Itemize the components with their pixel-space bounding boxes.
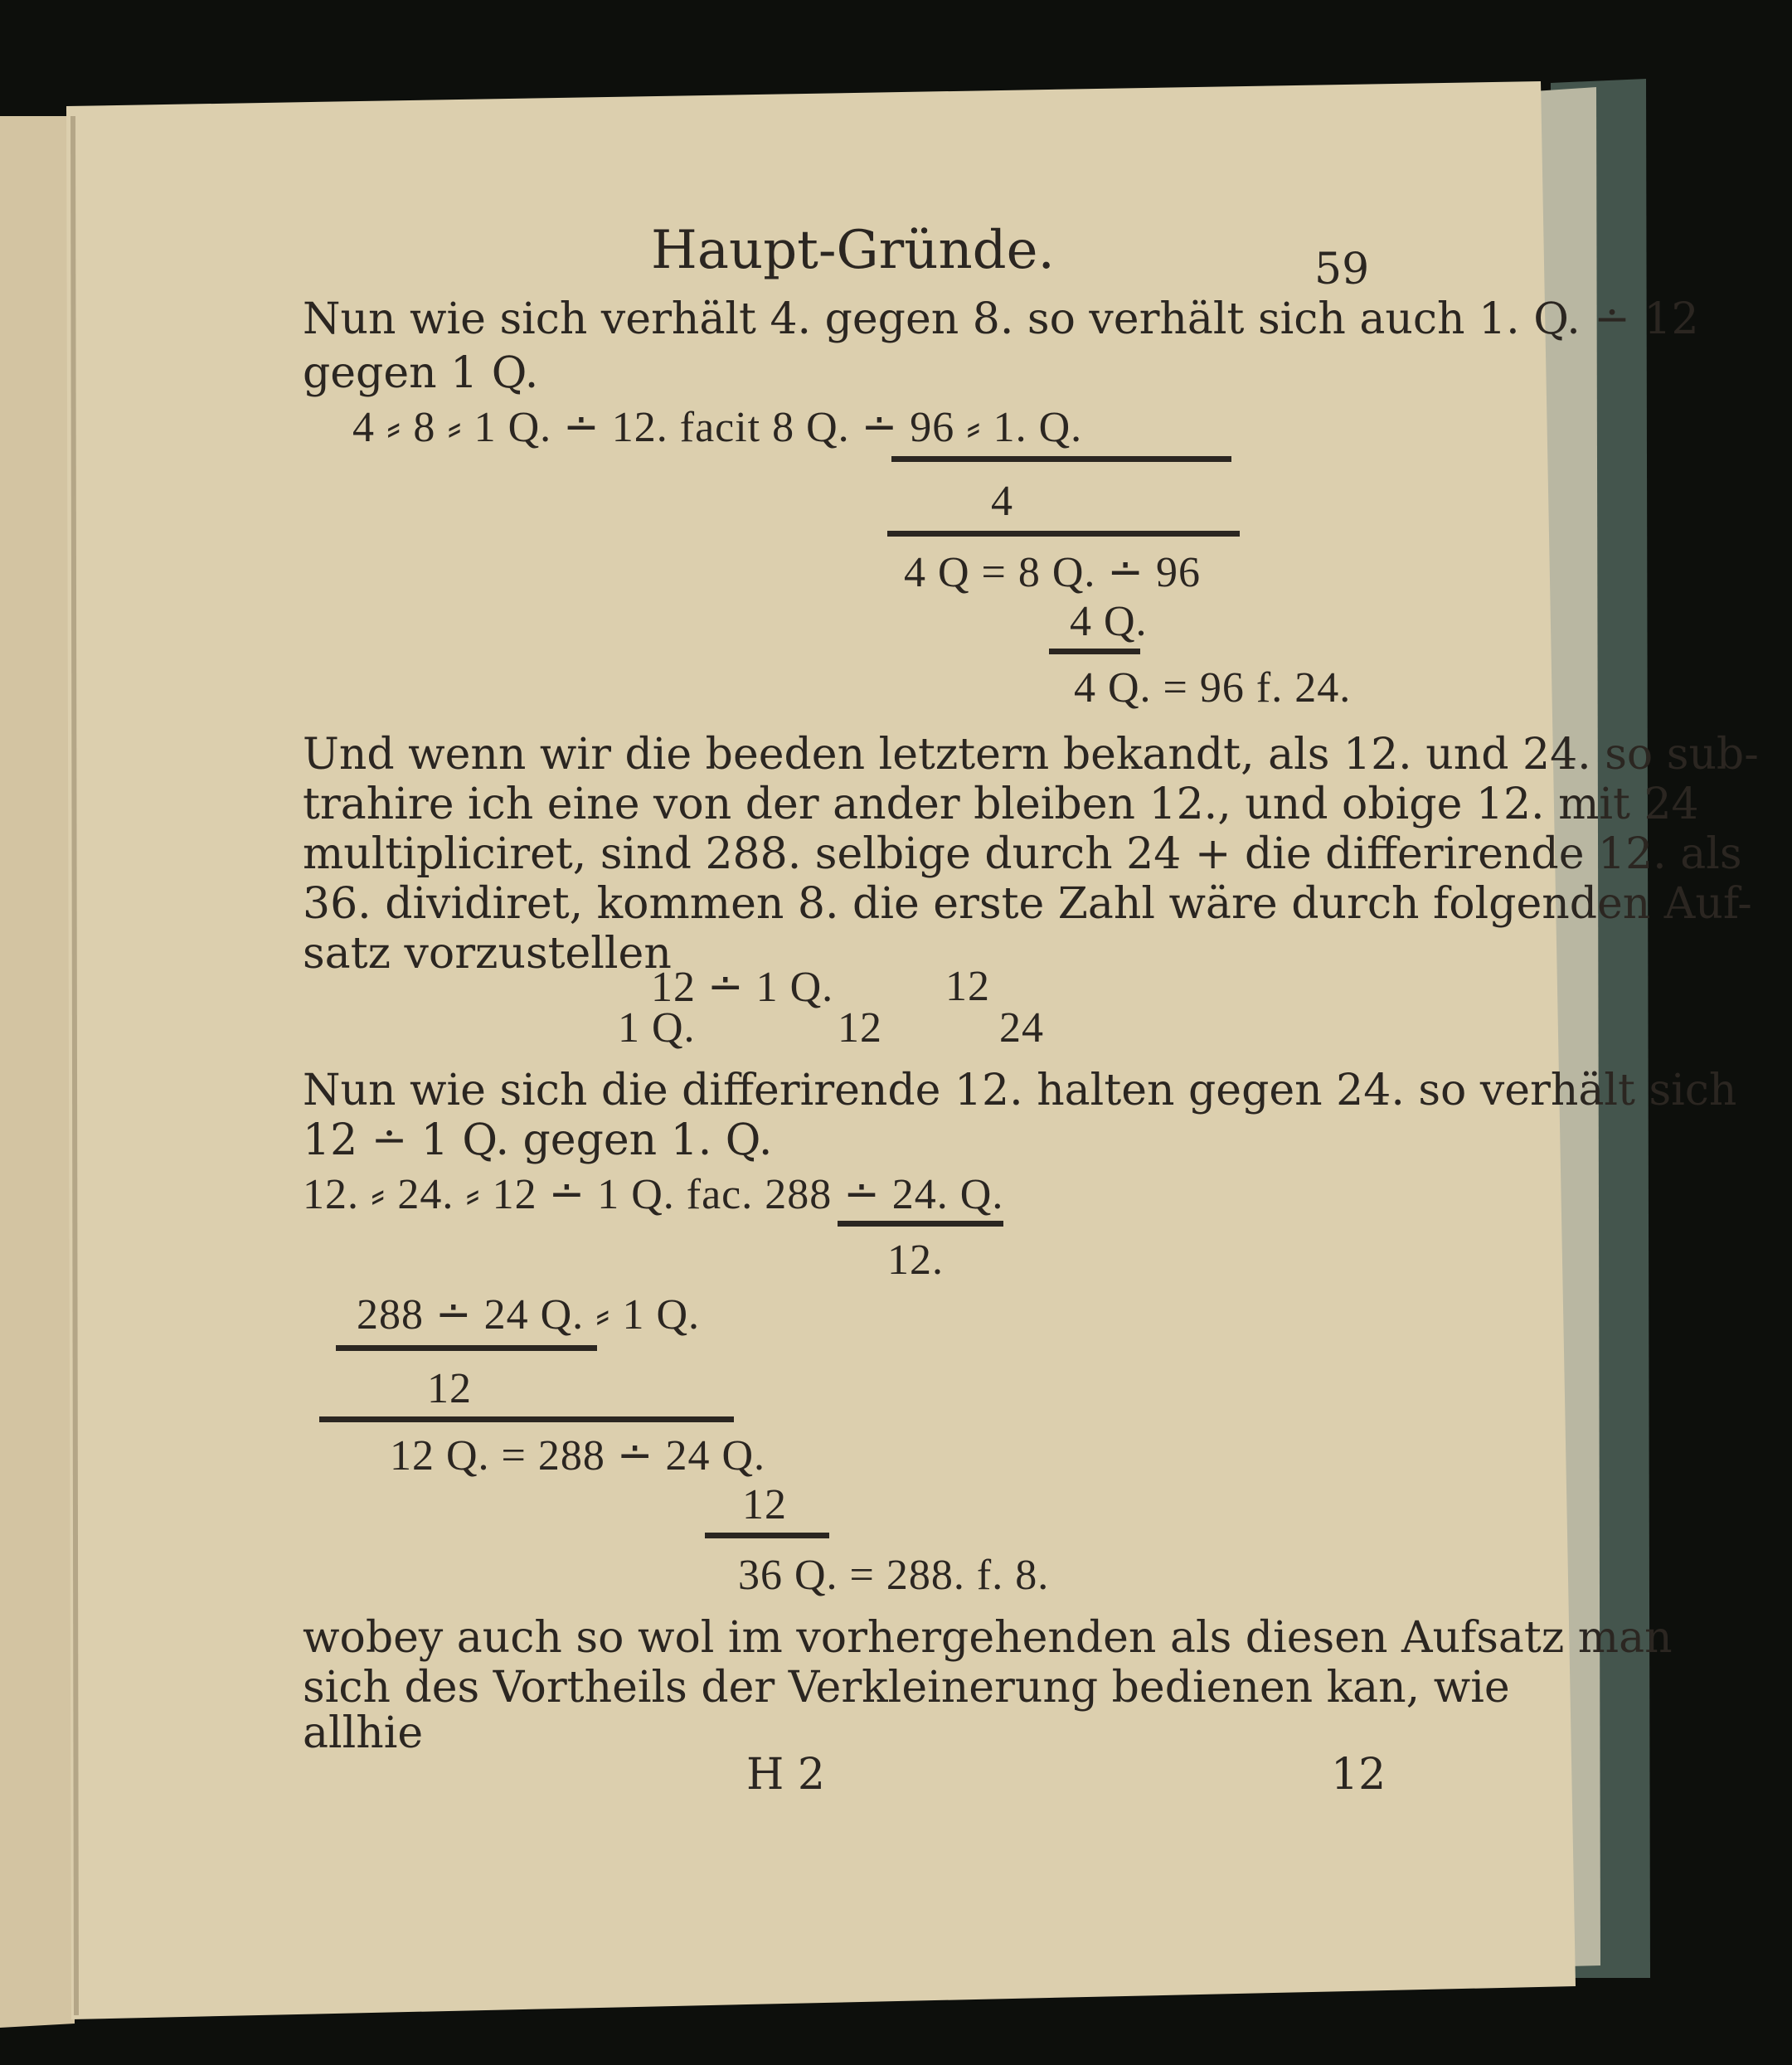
scheme-entry: 12 ∸ 1 Q. <box>651 964 834 1011</box>
text-line: Und wenn wir die beeden letztern bekandt, als 12. und 24. so sub- <box>303 730 1759 780</box>
page-number: 59 <box>1314 245 1370 294</box>
text-line: satz vorzustellen <box>303 929 672 979</box>
scheme-entry: 12 <box>945 963 990 1010</box>
text-line: allhie <box>303 1708 424 1758</box>
equation-line: 12 <box>427 1365 472 1412</box>
text-line: Nun wie sich verhält 4. gegen 8. so verhält sich auch 1. Q. ∸ 12 <box>303 294 1699 344</box>
equation-rule <box>838 1221 1003 1227</box>
equation-rule <box>336 1345 597 1351</box>
equation-line: 12 <box>742 1481 787 1528</box>
left-page <box>0 116 75 2028</box>
scheme-entry: 1 Q. <box>618 1004 696 1052</box>
scheme-entry: 12 <box>838 1004 882 1052</box>
equation-line: 12. <box>887 1237 944 1284</box>
equation-rule <box>319 1416 734 1422</box>
text-line: 12 ∸ 1 Q. gegen 1. Q. <box>303 1115 773 1165</box>
equation-rule <box>1049 649 1140 654</box>
equation-line: 36 Q. = 288. f. 8. <box>738 1552 1050 1599</box>
text-line: multipliciret, sind 288. selbige durch 24 + die differirende 12. als <box>303 829 1742 879</box>
equation-line: 4 <box>991 478 1013 525</box>
gutter-shadow <box>73 116 76 2015</box>
text-line: Nun wie sich die differirende 12. halten gegen 24. so verhält sich <box>303 1066 1737 1115</box>
text-line: sich des Vortheils der Verkleinerung bedienen kan, wie <box>303 1663 1510 1713</box>
scheme-entry: 24 <box>999 1004 1044 1052</box>
equation-rule <box>887 531 1240 537</box>
equation-line: 4 ⸗ 8 ⸗ 1 Q. ∸ 12. facit 8 Q. ∸ 96 ⸗ 1. Q. <box>352 404 1083 451</box>
equation-rule <box>705 1533 829 1538</box>
signature-mark: H 2 <box>746 1750 825 1800</box>
equation-line: 4 Q. <box>1070 598 1148 645</box>
text-line: wobey auch so wol im vorhergehenden als diesen Aufsatz man <box>303 1613 1673 1663</box>
equation-line: 12. ⸗ 24. ⸗ 12 ∸ 1 Q. fac. 288 ∸ 24. Q. <box>303 1171 1004 1218</box>
equation-line: 4 Q = 8 Q. ∸ 96 <box>904 549 1202 596</box>
right-page <box>66 81 1576 2019</box>
equation-line: 12 Q. = 288 ∸ 24 Q. <box>390 1432 766 1480</box>
text-line: 36. dividiret, kommen 8. die erste Zahl wäre durch folgenden Auf- <box>303 879 1752 929</box>
text-line: trahire ich eine von der ander bleiben 12., und obige 12. mit 24 <box>303 780 1699 829</box>
running-head: Haupt-Gründe. <box>651 220 1055 281</box>
equation-line: 288 ∸ 24 Q. ⸗ 1 Q. <box>357 1291 700 1339</box>
catchword: 12 <box>1331 1750 1386 1800</box>
text-line: gegen 1 Q. <box>303 348 539 398</box>
equation-line: 4 Q. = 96 f. 24. <box>1074 664 1352 712</box>
equation-rule <box>891 456 1231 462</box>
